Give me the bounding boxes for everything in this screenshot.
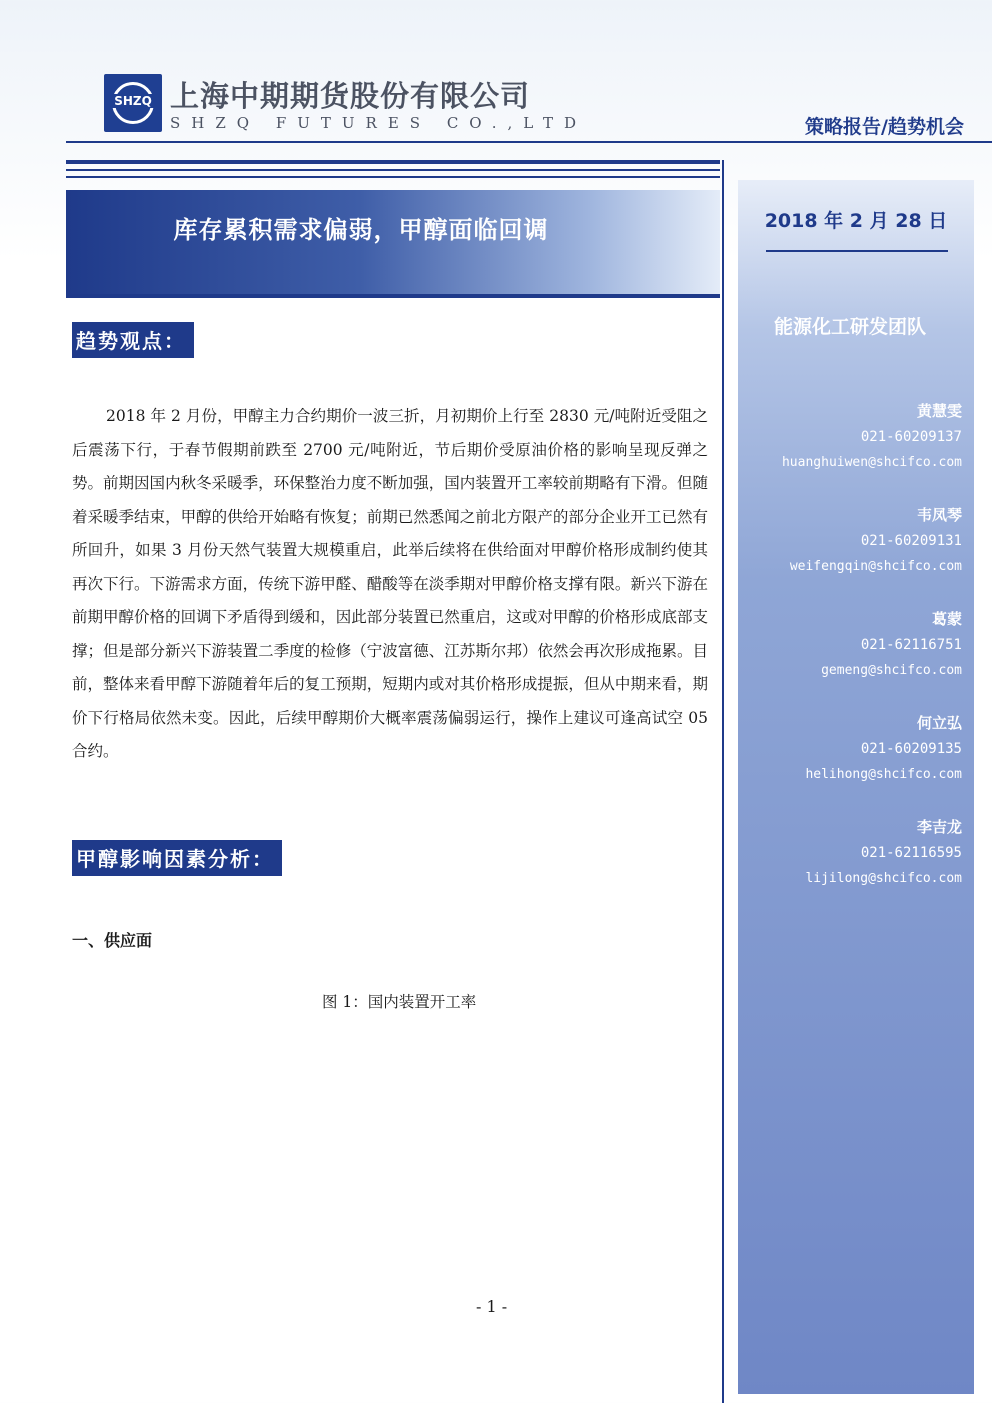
contact-card xyxy=(805,710,962,788)
contact-phone: 021-60209131 xyxy=(860,533,962,549)
contact-phone: 021-60209135 xyxy=(860,741,962,757)
page-number: - 1 - xyxy=(476,1297,508,1316)
header-divider xyxy=(66,141,992,143)
date-divider xyxy=(766,250,948,252)
report-title: 库存累积需求偏弱，甲醇面临回调 xyxy=(173,216,549,244)
contact-name: 韦凤琴 xyxy=(916,506,962,524)
logo-code: SHZQ xyxy=(107,94,159,108)
report-type: 策略报告/趋势机会 xyxy=(805,116,964,138)
figure-caption: 图 1：国内装置开工率 xyxy=(322,993,477,1011)
contact-name: 黄慧雯 xyxy=(916,402,962,420)
company-name-en: SHZQ FUTURES CO.,LTD xyxy=(170,114,588,132)
contact-card xyxy=(821,606,962,684)
company-name-cn: 上海中期期货股份有限公司 xyxy=(170,79,531,113)
subsection-heading-supply: 一、供应面 xyxy=(72,931,153,950)
trend-paragraph: 2018 年 2 月份，甲醇主力合约期价一波三折，月初期价上行至 2830 元/吨附近受阻之后震荡下行，于春节假期前跌至 2700 元/吨附近，节后期价受原油价格的影响呈现反弹之势。前期因国内秋冬采暖季，环保整治力度不断加强，国内装置开工率较前期略有下滑。但随着采暖季结束，甲醇的供给开始略有恢复；前期已然悉闻之前北方限产的部分企业开工已然有所回升，如果 3 月份天然气装置大规模重启，此举后续将在供给面对甲醇价格形成制约使其再次下行。下游需求方面，传统下游甲醛、醋酸等在淡季期对甲醇价格支撑有限。新兴下游在前期甲醇价格的回调下矛盾得到缓和，因此部分装置已然重启，这或对甲醇的价格形成底部支撑；但是部分新兴下游装置二季度的检修（宁波富德、江苏斯尔邦）依然会再次形成拖累。目前，整体来看甲醇下游随着年后的复工预期，短期内或对其价格形成提振，但从中期来看，期价下行格局依然未变。因此，后续甲醇期价大概率震荡偏弱运行，操作上建议可逢高试空 05 合约。 xyxy=(72,407,708,760)
company-logo xyxy=(104,74,588,132)
contact-email[interactable]: gemeng@shcifco.com xyxy=(821,663,962,678)
contact-card xyxy=(790,502,962,580)
section-heading-factors: 甲醇影响因素分析： xyxy=(72,840,282,876)
contact-email[interactable]: lijilong@shcifco.com xyxy=(805,871,962,886)
contact-phone: 021-62116751 xyxy=(860,637,962,653)
contact-email[interactable]: weifengqin@shcifco.com xyxy=(789,559,962,574)
contact-name: 何立弘 xyxy=(916,714,962,732)
sidebar xyxy=(738,180,974,1394)
report-date: 2018 年 2 月 28 日 xyxy=(764,210,948,232)
banner-decorative-lines xyxy=(66,160,720,182)
title-banner xyxy=(66,190,720,298)
contact-phone: 021-60209137 xyxy=(860,429,962,445)
contact-phone: 021-62116595 xyxy=(860,845,962,861)
logo-mark-icon xyxy=(104,74,162,132)
section-heading-trend: 趋势观点： xyxy=(72,322,194,358)
contact-name: 李吉龙 xyxy=(916,818,962,836)
contact-card xyxy=(782,398,962,476)
contact-name: 葛蒙 xyxy=(931,610,962,628)
contact-email[interactable]: huanghuiwen@shcifco.com xyxy=(781,455,962,470)
team-name: 能源化工研发团队 xyxy=(773,316,926,338)
contact-card xyxy=(805,814,962,892)
contact-email[interactable]: helihong@shcifco.com xyxy=(805,767,962,782)
